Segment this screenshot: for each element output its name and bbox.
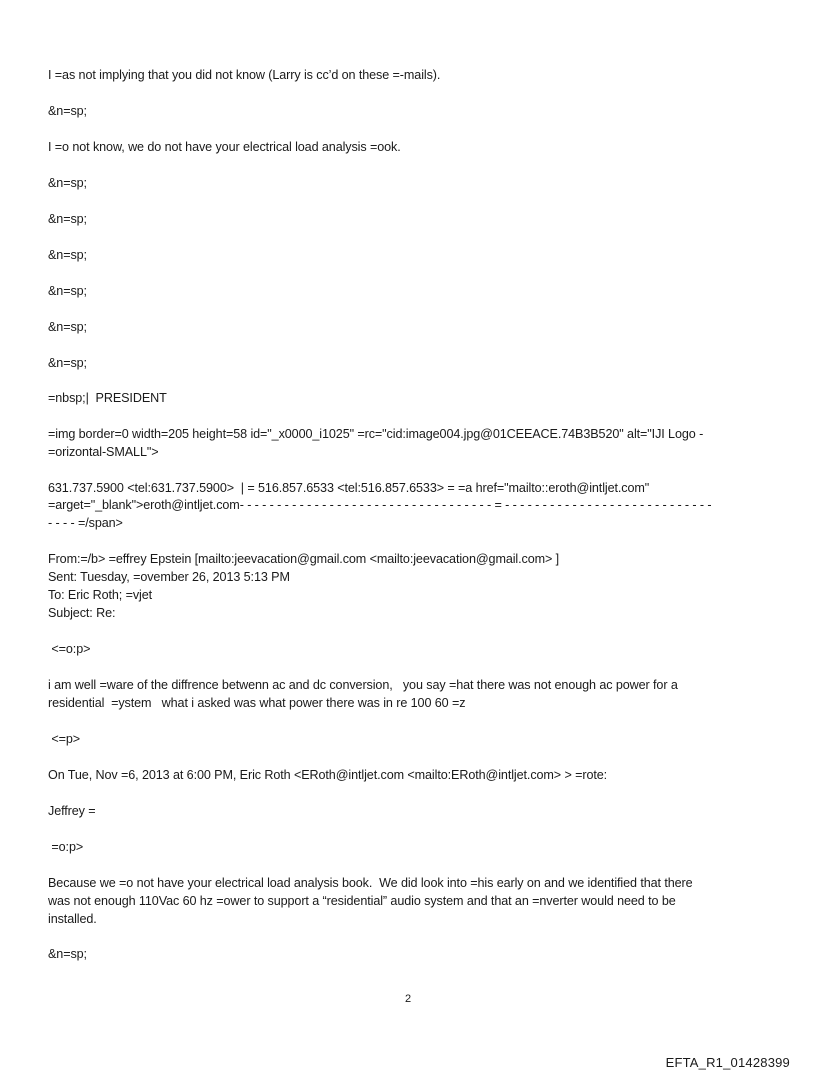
body-line: I =as not implying that you did not know (Larry is cc’d on these =-mails). bbox=[48, 68, 441, 82]
body-line: was not enough 110Vac 60 hz =ower to support a “residential” audio system and that an =nverter would need to be bbox=[48, 894, 676, 908]
body-line: &n=sp; bbox=[48, 947, 87, 961]
email-header-sent: Sent: Tuesday, =ovember 26, 2013 5:13 PM bbox=[48, 570, 290, 584]
body-line: &n=sp; bbox=[48, 356, 87, 370]
body-line: i am well =ware of the diffrence betwenn ac and dc conversion, you say =hat there was not enough ac power for a bbox=[48, 678, 678, 692]
email-header-from: From:=/b> =effrey Epstein [mailto:jeevacation@gmail.com <mailto:jeevacation@gmail.com> ] bbox=[48, 552, 560, 566]
quoted-header: On Tue, Nov =6, 2013 at 6:00 PM, Eric Roth <ERoth@intljet.com <mailto:ERoth@intljet.com> > =rote: bbox=[48, 768, 608, 782]
body-line: 631.737.5900 <tel:631.737.5900> | = 516.857.6533 <tel:516.857.6533> = =a href="mailto::eroth@intljet.com" bbox=[48, 481, 650, 495]
body-line: =orizontal-SMALL"> bbox=[48, 445, 159, 459]
body-line: &n=sp; bbox=[48, 320, 87, 334]
page-number: 2 bbox=[404, 993, 412, 1005]
document-id: EFTA_R1_01428399 bbox=[665, 1055, 790, 1070]
body-line: &n=sp; bbox=[48, 104, 87, 118]
body-line: =img border=0 width=205 height=58 id="_x0000_i1025" =rc="cid:image004.jpg@01CEEACE.74B3B520" alt="IJI Logo - bbox=[48, 427, 704, 441]
email-header-to: To: Eric Roth; =vjet bbox=[48, 588, 153, 602]
body-line: I =o not know, we do not have your electrical load analysis =ook. bbox=[48, 140, 401, 154]
body-line: =arget="_blank">eroth@intljet.com- - - - - - - - - - - - - - - - - - - - - - - - - - - - - - - - - - = - - - - - - - - - - - - - - - - - - - - - - - - - - - - bbox=[48, 498, 712, 512]
body-line: &n=sp; bbox=[48, 176, 87, 190]
body-line: residential =ystem what i asked was what power there was in re 100 60 =z bbox=[48, 696, 466, 710]
body-line: installed. bbox=[48, 912, 97, 926]
body-line: &n=sp; bbox=[48, 248, 87, 262]
email-header-subject: Subject: Re: bbox=[48, 606, 116, 620]
body-line: <=p> bbox=[48, 732, 81, 746]
signature-title: =nbsp;| PRESIDENT bbox=[48, 391, 167, 405]
body-line: Jeffrey = bbox=[48, 804, 96, 818]
body-line: Because we =o not have your electrical load analysis book. We did look into =his early on and we identified that there bbox=[48, 876, 693, 890]
body-line: <=o:p> bbox=[48, 642, 91, 656]
body-line: =o:p> bbox=[48, 840, 84, 854]
body-line: &n=sp; bbox=[48, 212, 87, 226]
body-line: - - - - =/span> bbox=[48, 516, 123, 530]
body-line: &n=sp; bbox=[48, 284, 87, 298]
